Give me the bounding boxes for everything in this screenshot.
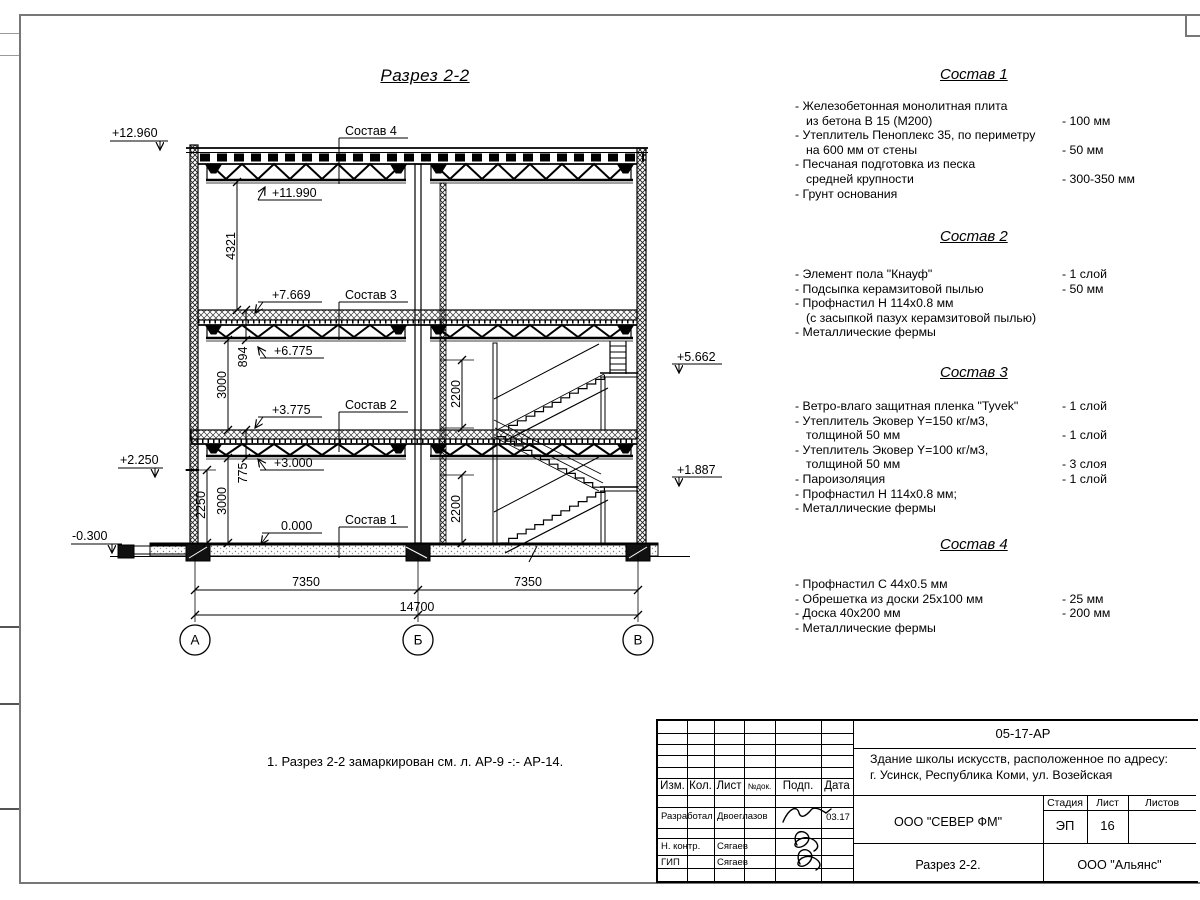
- grid-line: [853, 721, 854, 881]
- callout-sostav4: Состав 4: [345, 124, 397, 138]
- dimension-label: 775: [236, 462, 250, 484]
- panel-title-sostav3: Состав 3: [940, 364, 1008, 381]
- callout-sostav2: Состав 2: [345, 398, 397, 412]
- panel-sostav1: [795, 99, 1145, 201]
- panel-row: - Обрешетка из доски 25х100 мм - 25 мм: [795, 591, 1104, 606]
- tb-sheets-label: Листов: [1144, 797, 1180, 809]
- panel-row: - Металлические фермы: [795, 501, 936, 516]
- tb-doc-title: Разрез 2-2.: [915, 858, 981, 872]
- ground-slab: [110, 543, 690, 562]
- dimension-label: 2200: [449, 380, 463, 408]
- grid-line: [853, 748, 1196, 749]
- elevation-label: +5.662: [677, 350, 716, 364]
- tb-object-line2: г. Усинск, Республика Коми, ул. Возейская: [870, 768, 1113, 782]
- tb-role3: ГИП: [661, 857, 680, 868]
- tb-name2: Сягаев: [717, 841, 748, 852]
- panel-row: толщиной 50 мм - 1 слой: [806, 428, 1107, 443]
- grid-line: [658, 733, 853, 734]
- axis-label-v: В: [633, 632, 643, 648]
- panel-row: - Элемент пола "Кнауф" - 1 слой: [795, 267, 1107, 281]
- elevation-label: +3.775: [272, 403, 311, 417]
- elevation-label: +3.000: [274, 456, 313, 470]
- title-block: [656, 719, 1198, 883]
- panel-title-sostav4: Состав 4: [940, 536, 1008, 553]
- elevation-label: +11.990: [272, 186, 317, 200]
- tb-doc-code: 05-17-АР: [995, 726, 1051, 741]
- callout-sostav1: Состав 1: [345, 513, 397, 527]
- callout-leaders: [339, 138, 408, 558]
- panel-row: - Подсыпка керамзитовой пылью - 50 мм: [795, 281, 1104, 296]
- dimension-label: 7350: [292, 575, 320, 589]
- tb-col-data: Дата: [824, 780, 850, 792]
- panel-row: толщиной 50 мм - 3 слоя: [806, 457, 1107, 472]
- dimension-label: 894: [236, 346, 250, 368]
- dimension-label: 7350: [514, 575, 542, 589]
- elevation-label: +12.960: [112, 126, 158, 140]
- grid-line: [658, 868, 853, 869]
- tb-role2: Н. контр.: [661, 841, 701, 852]
- callout-sostav3: Состав 3: [345, 288, 397, 302]
- grid-line: [658, 828, 853, 829]
- axis-label-a: А: [190, 632, 200, 648]
- dimension-label: 2250: [194, 491, 208, 519]
- elevation-label: 0.000: [281, 519, 313, 533]
- panel-title-sostav1: Состав 1: [940, 66, 1008, 83]
- grid-line: [1043, 810, 1196, 811]
- tb-col-podp: Подп.: [782, 780, 814, 792]
- panel-row: - Профнастил Н 114х0.8 мм: [795, 296, 954, 311]
- panel-sostav4: [795, 577, 1145, 635]
- panel-sostav2: [795, 267, 1145, 340]
- walls: [186, 145, 646, 552]
- tb-col-izm: Изм.: [660, 780, 685, 792]
- tb-col-ndok: №док.: [747, 782, 772, 791]
- floor-truss-level2: [191, 430, 637, 459]
- grid-line: [658, 744, 853, 745]
- panel-row: из бетона В 15 (М200) - 100 мм: [806, 113, 1111, 128]
- elevation-label: +6.775: [274, 344, 313, 358]
- axis-label-b: Б: [413, 632, 423, 648]
- panel-row: - Утеплитель Эковер Y=100 кг/м3,: [795, 442, 989, 457]
- panel-row: (с засыпкой пазух керамзитовой пылью): [806, 310, 1037, 325]
- panel-row: - Профнастил Н 114х0.8 мм;: [795, 486, 957, 501]
- panel-row: - Грунт основания: [795, 186, 898, 201]
- panel-sostav3: [795, 399, 1145, 516]
- dimension-label: 3000: [215, 487, 229, 515]
- tb-name3: Сягаев: [717, 857, 748, 868]
- sheet-note: 1. Разрез 2-2 замаркирован см. л. АР-9 -:- АР-14.: [267, 754, 564, 769]
- tb-firm: ООО "Альянс": [1077, 858, 1162, 872]
- panel-row: - Профнастил С 44х0.5 мм: [795, 577, 948, 591]
- tb-name1: Двоеглазов: [717, 811, 768, 822]
- grid-line: [658, 755, 853, 756]
- section-title: Разрез 2-2: [380, 66, 470, 85]
- elevation-label: +1.887: [677, 463, 716, 477]
- panel-row: - Песчаная подготовка из песка: [795, 157, 976, 172]
- panel-row: на 600 мм от стены - 50 мм: [806, 142, 1104, 157]
- dimension-label: 3000: [215, 371, 229, 399]
- tb-company: ООО "СЕВЕР ФМ": [893, 815, 1003, 829]
- tb-date1: 03.17: [826, 812, 850, 823]
- dimension-label: 2200: [449, 495, 463, 523]
- dimension-label: 14700: [399, 600, 435, 614]
- tb-sheet-label: Лист: [1096, 797, 1119, 809]
- elevation-label: -0.300: [72, 529, 108, 543]
- tb-col-list: Лист: [716, 780, 742, 792]
- panel-title-sostav2: Состав 2: [940, 228, 1008, 245]
- panel-row: - Ветро-влаго защитная пленка "Tyvek" - 1 слой: [795, 399, 1107, 413]
- panel-row: - Железобетонная монолитная плита: [795, 99, 1008, 113]
- grid-line: [658, 807, 853, 808]
- panel-row: - Доска 40х200 мм - 200 мм: [795, 606, 1111, 621]
- panel-row: - Утеплитель Эковер Y=150 кг/м3,: [795, 413, 989, 428]
- tb-stage-value: ЭП: [1055, 818, 1075, 833]
- grid-line: [853, 843, 1196, 844]
- tb-col-kol: Кол.: [689, 780, 712, 792]
- panel-row: - Утеплитель Пеноплекс 35, по периметру: [795, 128, 1036, 143]
- panel-row: - Металлические фермы: [795, 620, 936, 635]
- elevation-label: +2.250: [120, 453, 159, 467]
- grid-line: [658, 855, 853, 856]
- panel-row: - Металлические фермы: [795, 325, 936, 340]
- grid-line: [658, 767, 853, 768]
- elevation-label: +7.669: [272, 288, 311, 302]
- tb-object-line1: Здание школы искусств, расположенное по адресу:: [870, 752, 1168, 766]
- tb-role1: Разработал: [661, 811, 713, 822]
- panel-row: - Пароизоляция - 1 слой: [795, 471, 1107, 486]
- grid-line: [658, 838, 853, 839]
- tb-sheet-number: 16: [1100, 818, 1115, 833]
- panel-row: средней крупности - 300-350 мм: [806, 171, 1135, 186]
- dimension-label: 4321: [224, 232, 238, 260]
- tb-stage-label: Стадия: [1047, 797, 1083, 809]
